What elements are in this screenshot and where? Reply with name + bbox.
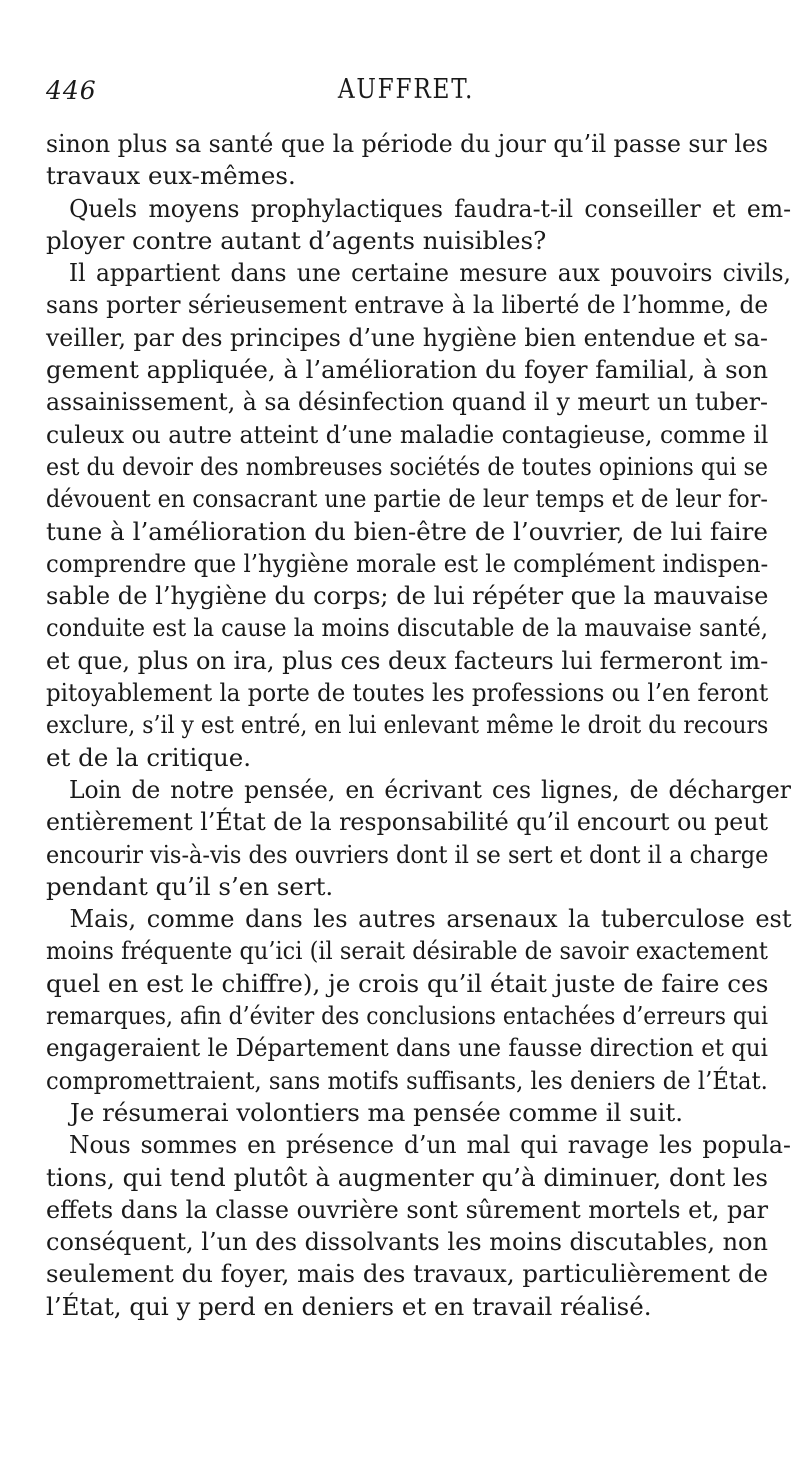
text-line: conduite est la cause la moins discutable de la mauvaise santé, (46, 613, 769, 643)
text-line: entièrement l’État de la responsabilité qu’il encourt ou peut (46, 807, 768, 837)
text-line: seulement du foyer, mais des travaux, particulièrement de (46, 1259, 769, 1289)
text-line: ployer contre autant d’agents nuisibles? (46, 225, 547, 255)
text-line: compromettraient, sans motifs suffisants, les deniers de l’État. (46, 1065, 768, 1095)
text-line: tune à l’amélioration du bien-être de l’ouvrier, de lui faire (46, 516, 769, 546)
text-line: pendant qu’il s’en sert. (46, 871, 334, 901)
text-line: tions, qui tend plutôt à augmenter qu’à diminuer, dont les (46, 1162, 769, 1192)
text-line: effets dans la classe ouvrière sont sûrement mortels et, par (46, 1194, 769, 1224)
text-line: travaux eux-mêmes. (46, 161, 296, 191)
text-line: moins fréquente qu’ici (il serait désirable de savoir exactement (46, 936, 768, 966)
text-line: remarques, afin d’éviter des conclusions entachées d’erreurs qui (46, 1001, 769, 1031)
text-line: l’État, qui y perd en deniers et en travail réalisé. (46, 1291, 652, 1321)
text-line: Nous sommes en présence d’un mal qui ravage les popula- (68, 1130, 791, 1160)
body-text (46, 128, 792, 1323)
text-line: encourir vis-à-vis des ouvriers dont il se sert et dont il a charge (46, 839, 769, 869)
text-line: et de la critique. (46, 742, 252, 772)
text-line: et que, plus on ira, plus ces deux facteurs lui fermeront im- (46, 645, 769, 675)
text-line: Je résumerai volontiers ma pensée comme il suit. (70, 1097, 684, 1127)
text-line: Mais, comme dans les autres arsenaux la tuberculose est (69, 904, 792, 934)
text-line: Loin de notre pensée, en écrivant ces lignes, de décharger (68, 774, 792, 804)
text-line: conséquent, l’un des dissolvants les moins discutables, non (46, 1227, 768, 1257)
text-line: quel en est le chiffre), je crois qu’il était juste de faire ces (46, 968, 769, 998)
text-line: culeux ou autre atteint d’une maladie contagieuse, comme il (46, 419, 769, 449)
running-title: AUFFRET. (337, 74, 475, 105)
text-line: gement appliquée, à l’amélioration du foyer familial, à son (46, 355, 768, 385)
text-line: sable de l’hygiène du corps; de lui répéter que la mauvaise (46, 581, 769, 611)
running-head (46, 74, 766, 114)
page-number: 446 (46, 76, 97, 105)
text-line: comprendre que l’hygiène morale est le complément indispen- (46, 548, 769, 578)
text-line: sinon plus sa santé que la période du jour qu’il passe sur les (46, 129, 769, 158)
text-line: sans porter sérieusement entrave à la liberté de l’homme, de (46, 290, 769, 320)
text-line: exclure, s’il y est entré, en lui enlevant même le droit du recours (46, 710, 769, 740)
text-line: Il appartient dans une certaine mesure aux pouvoirs civils, (68, 258, 791, 288)
text-line: assainissement, à sa désinfection quand il y meurt un tuber- (46, 387, 769, 417)
text-line: Quels moyens prophylactiques faudra-t-il conseiller et em- (69, 193, 792, 223)
text-line: dévouent en consacrant une partie de leur temps et de leur for- (46, 484, 768, 514)
text-line: veiller, par des principes d’une hygiène bien entendue et sa- (46, 322, 769, 352)
text-line: engageraient le Département dans une fausse direction et qui (46, 1033, 768, 1063)
text-line: pitoyablement la porte de toutes les professions ou l’en feront (46, 678, 769, 708)
text-line: est du devoir des nombreuses sociétés de toutes opinions qui se (46, 451, 769, 481)
